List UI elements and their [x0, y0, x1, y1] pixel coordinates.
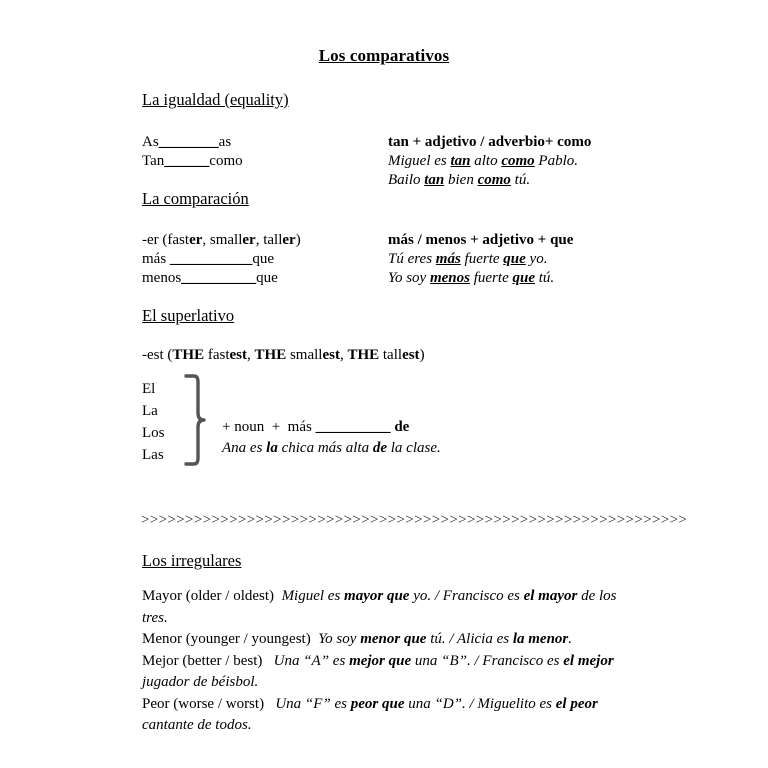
plain-text: jugador de béisbol. [142, 674, 259, 690]
emphasis-text: la menor [512, 631, 569, 647]
article-las: Las [142, 447, 164, 463]
comparison-english-suffix-rule [142, 231, 301, 250]
comparison-rule-bold1: er [189, 232, 203, 248]
equality-blank-1: ________ [158, 134, 219, 150]
superlative-blank: __________ [315, 419, 391, 435]
comparison-ex1-keyword1: más [435, 251, 461, 267]
arrow-divider: >>>>>>>>>>>>>>>>>>>>>>>>>>>>>>>>>>>>>>>>>>>>>>>>>>>>>>>>>>>>>> [141, 512, 688, 528]
superlative-rule-bold1: THE [172, 347, 205, 363]
comparison-rule-bold3: er [282, 232, 296, 248]
comparison-ex1-part1: Tú eres [388, 251, 436, 267]
superlative-ex-part1: Ana es [222, 440, 267, 456]
superlative-rule-part2: fast [204, 347, 230, 363]
comparison-menos: menos [142, 270, 182, 286]
comparison-rule-part3: , tall [255, 232, 283, 248]
equality-ex1-part2: alto [470, 153, 502, 169]
superlative-rule-bold2: est [229, 347, 248, 363]
irregular-entry-menor [142, 629, 630, 651]
irregular-example-menor [318, 631, 572, 647]
irregular-gap-peor [264, 696, 275, 712]
emphasis-text: el mayor [523, 588, 578, 604]
section-heading-irregulars: Los irregulares [142, 551, 242, 570]
superlative-rule-bold6: est [402, 347, 420, 363]
comparison-ex2-keyword1: menos [429, 270, 470, 286]
equality-ex2-keyword1: tan [424, 172, 445, 188]
article-los: Los [142, 425, 165, 441]
equality-ex2-part2: bien [444, 172, 478, 188]
comparison-rule-bold2: er [242, 232, 256, 248]
equality-ex2-keyword2: como [477, 172, 511, 188]
superlative-rule-part6: tall [379, 347, 403, 363]
superlative-ex-part2: chica más alta [277, 440, 373, 456]
superlative-pattern-block [222, 417, 441, 459]
section-heading-superlative: El superlativo [142, 306, 235, 325]
superlative-ex-keyword1: la [266, 440, 278, 456]
emphasis-text: el mejor [563, 652, 614, 669]
equality-tan: Tan [142, 153, 165, 169]
comparison-mas: más [142, 251, 170, 267]
plain-text: . [568, 631, 573, 647]
superlative-rule-part1: -est ( [142, 347, 173, 363]
emphasis-text: el peor [555, 695, 598, 712]
superlative-pattern-part1: + noun + más [222, 419, 316, 435]
comparison-mas-pattern [142, 250, 301, 269]
comparison-right-column [388, 231, 573, 288]
irregular-term-menor: Menor (younger / youngest) [142, 631, 311, 647]
comparison-ex2-keyword2: que [512, 270, 535, 286]
superlative-rule-bold5: THE [347, 347, 380, 363]
irregular-entry-mejor [142, 651, 630, 694]
emphasis-text: menor que [360, 631, 427, 647]
plain-text: Yo soy [318, 631, 361, 647]
superlative-rule-part5: , [339, 347, 348, 363]
superlative-pattern-de: de [394, 419, 410, 435]
equality-example-1 [388, 152, 591, 171]
equality-left-column [142, 133, 243, 171]
superlative-rule-part3: , [247, 347, 255, 363]
comparison-ex2-part3: tú. [534, 270, 555, 286]
superlative-example [222, 438, 441, 459]
equality-example-2 [388, 171, 591, 190]
equality-ex1-part1: Miguel es [388, 153, 451, 169]
equality-as-1: As [142, 134, 159, 150]
equality-ex2-part3: tú. [510, 172, 531, 188]
comparison-menos-pattern [142, 269, 301, 288]
comparison-formula: más / menos + adjetivo + que [388, 232, 574, 248]
comparison-rule-part1: -er (fast [142, 232, 190, 248]
article-el: El [142, 381, 156, 397]
equality-ex1-keyword2: como [501, 153, 535, 169]
comparison-blank-1: ___________ [169, 251, 253, 267]
plain-text: de los tres. [142, 588, 617, 626]
irregular-entry-mayor [142, 586, 630, 629]
equality-right-column [388, 133, 591, 190]
irregulars-list [142, 586, 630, 737]
plain-text: Una “F” es [275, 695, 351, 712]
equality-blank-2: ______ [164, 153, 210, 169]
equality-ex1-keyword1: tan [450, 153, 471, 169]
comparison-left-column [142, 231, 301, 288]
superlative-rule-bold4: est [322, 347, 340, 363]
irregular-gap-mayor [274, 588, 282, 604]
comparison-ex1-keyword2: que [503, 251, 526, 267]
irregular-term-mejor: Mejor (better / best) [142, 652, 263, 669]
page-title: Los comparativos [318, 46, 450, 65]
comparison-blank-2: __________ [181, 270, 257, 286]
comparison-example-2 [388, 269, 573, 288]
equality-formula: tan + adjetivo / adverbio+ como [388, 134, 592, 150]
emphasis-text: mayor que [344, 588, 410, 604]
superlative-ex-keyword2: de [372, 440, 388, 456]
plain-text: Una “A” es [273, 652, 350, 669]
plain-text: una “B”. / Francisco es [411, 652, 564, 669]
comparison-example-1 [388, 250, 573, 269]
comparison-ex1-part2: fuerte [460, 251, 504, 267]
equality-como: como [209, 153, 243, 169]
curly-brace-icon [180, 372, 216, 481]
comparison-que-1: que [252, 251, 275, 267]
comparison-rule-part2: , small [202, 232, 243, 248]
irregular-term-mayor: Mayor (older / oldest) [142, 588, 275, 604]
comparison-ex2-part1: Yo soy [388, 270, 430, 286]
superlative-rule-part7: ) [419, 347, 425, 363]
superlative-rule-bold3: THE [254, 347, 287, 363]
equality-ex1-part3: Pablo. [534, 153, 579, 169]
plain-text: cantante de todos. [142, 717, 252, 733]
equality-english-pattern-1 [142, 133, 243, 152]
plain-text: Miguel es [281, 588, 345, 604]
section-heading-equality: La igualdad (equality) [142, 90, 289, 109]
comparison-ex1-part3: yo. [525, 251, 548, 267]
equality-spanish-pattern-1 [142, 152, 243, 171]
equality-ex2-part1: Bailo [388, 172, 425, 188]
equality-as-2: as [218, 134, 232, 150]
emphasis-text: peor que [350, 695, 405, 712]
plain-text: una “D”. / Miguelito es [404, 695, 556, 712]
comparison-ex2-part2: fuerte [469, 270, 513, 286]
irregular-term-peor: Peor (worse / worst) [142, 695, 265, 712]
comparison-rule-part4: ) [295, 232, 301, 248]
superlative-ex-part3: la clase. [387, 440, 441, 456]
article-la: La [142, 403, 158, 419]
plain-text: tú. / Alicia es [426, 631, 513, 647]
superlative-article-list [142, 378, 165, 466]
section-heading-comparison: La comparación [142, 189, 249, 208]
irregular-gap-mejor [262, 653, 273, 669]
comparison-que-2: que [256, 270, 278, 286]
irregular-entry-peor [142, 694, 630, 737]
plain-text: yo. / Francisco es [409, 588, 524, 604]
superlative-rule-line [142, 346, 425, 365]
emphasis-text: mejor que [349, 652, 412, 669]
superlative-english-rule [142, 346, 425, 365]
superlative-rule-part4: small [286, 347, 323, 363]
superlative-pattern [222, 417, 441, 438]
